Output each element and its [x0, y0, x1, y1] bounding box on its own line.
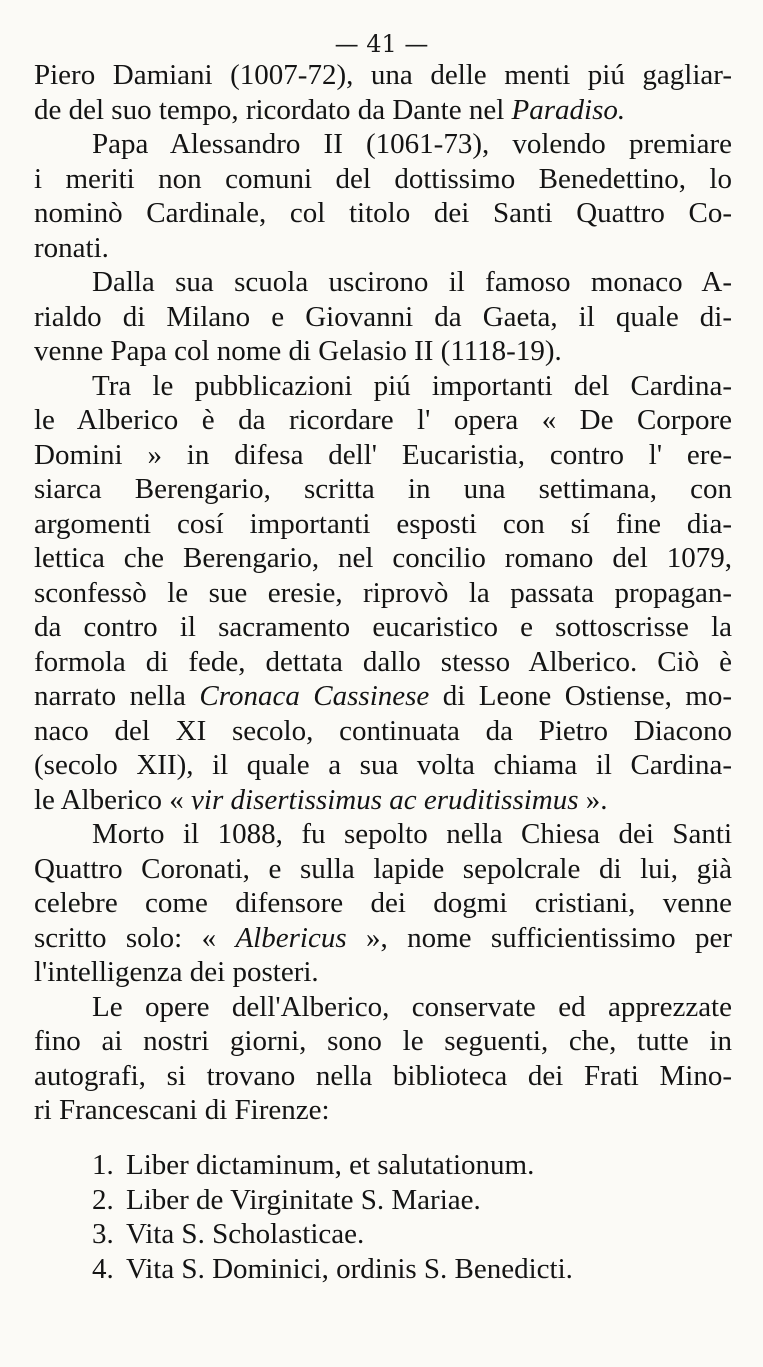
text-line: [34, 93, 732, 128]
list-number: 2.: [92, 1183, 114, 1216]
text-line: [34, 162, 732, 197]
list-text: Liber de Virginitate S. Mariae.: [126, 1183, 481, 1216]
page-number: — 41 —: [334, 30, 429, 58]
text-run: venne Papa col nome di Gelasio II (1118-19).: [34, 335, 562, 367]
text-line: [34, 783, 732, 818]
italic-text-run: Paradiso.: [511, 93, 626, 126]
works-list: [92, 1148, 573, 1286]
text-run: Tra le pubblicazioni piú importanti del Cardina-: [92, 369, 732, 402]
text-line: [34, 438, 732, 473]
text-run: Piero Damiani (1007-72), una delle menti piú gagliar-: [34, 59, 732, 91]
text-run: fino ai nostri giorni, sono le seguenti, che, tutte in: [34, 1025, 732, 1057]
text-run: Morto il 1088, fu sepolto nella Chiesa dei Santi: [92, 818, 732, 850]
text-run: (secolo XII), il quale a sua volta chiama il Cardina-: [34, 749, 732, 781]
text-run: formola di fede, dettata dallo stesso Alberico. Ciò è: [34, 645, 732, 678]
text-run: Domini » in difesa dell' Eucaristia, contro l' ere-: [34, 438, 732, 471]
list-text: Liber dictaminum, et salutationum.: [126, 1149, 535, 1181]
text-line: [34, 196, 732, 231]
list-number: 1.: [92, 1149, 114, 1181]
text-line: [34, 265, 732, 300]
text-run: i meriti non comuni del dottissimo Benedettino, lo: [34, 162, 732, 195]
text-run: le Alberico è da ricordare l' opera « De Corpore: [34, 404, 732, 436]
text-run: ronati.: [34, 231, 109, 264]
text-line: [34, 955, 732, 990]
list-item: [92, 1252, 573, 1287]
text-line: [34, 231, 732, 266]
text-run: naco del XI secolo, continuata da Pietro Diacono: [34, 714, 732, 747]
text-run: le Alberico «: [34, 783, 192, 816]
text-run: sconfessò le sue eresie, riprovò la passata propagan-: [34, 576, 732, 609]
text-run: Dalla sua scuola uscirono il famoso monaco A-: [92, 266, 732, 298]
text-line: [34, 507, 732, 542]
text-run: lettica che Berengario, nel concilio romano del 1079,: [34, 542, 732, 574]
text-run: ri Francescani di Firenze:: [34, 1094, 330, 1126]
text-run: Quattro Coronati, e sulla lapide sepolcrale di lui, già: [34, 852, 732, 885]
text-line: [34, 403, 732, 438]
text-line: [34, 886, 732, 921]
text-line: [34, 58, 732, 93]
text-run: da contro il sacramento eucaristico e sottoscrisse la: [34, 611, 732, 643]
text-run: di Leone Ostiense, mo-: [429, 680, 732, 712]
text-line: [34, 127, 732, 162]
text-run: narrato nella: [34, 680, 200, 712]
text-line: [34, 1024, 732, 1059]
text-line: [34, 300, 732, 335]
list-number: 4.: [92, 1252, 114, 1285]
text-line: [34, 1059, 732, 1094]
list-item: [92, 1183, 573, 1218]
text-line: [34, 714, 732, 749]
text-run: rialdo di Milano e Giovanni da Gaeta, il quale di-: [34, 300, 732, 333]
italic-text-run: vir disertissimus ac eruditissimus: [191, 783, 579, 816]
text-line: [34, 817, 732, 852]
list-item: [92, 1217, 573, 1252]
list-text: Vita S. Dominici, ordinis S. Benedicti.: [126, 1252, 573, 1285]
text-line: [34, 921, 732, 956]
text-line: [34, 334, 732, 369]
list-number: 3.: [92, 1218, 114, 1250]
text-run: celebre come difensore dei dogmi cristiani, venne: [34, 887, 732, 919]
text-line: [34, 645, 732, 680]
text-line: [34, 748, 732, 783]
text-run: de del suo tempo, ricordato da Dante nel: [34, 93, 512, 126]
text-run: », nome sufficientissimo per: [346, 921, 732, 954]
list-item: [92, 1148, 573, 1183]
text-run: Papa Alessandro II (1061-73), volendo premiare: [92, 128, 732, 160]
text-line: [34, 541, 732, 576]
text-line: [34, 472, 732, 507]
text-line: [34, 852, 732, 887]
text-line: [34, 610, 732, 645]
text-run: l'intelligenza dei posteri.: [34, 956, 319, 988]
text-run: nominò Cardinale, col titolo dei Santi Quattro Co-: [34, 197, 732, 229]
text-run: Le opere dell'Alberico, conservate ed apprezzate: [92, 990, 732, 1023]
text-line: [34, 990, 732, 1025]
text-line: [34, 679, 732, 714]
text-line: [34, 369, 732, 404]
text-run: ».: [578, 783, 608, 816]
italic-text-run: Cronaca Cassinese: [199, 680, 430, 712]
text-run: siarca Berengario, scritta in una settimana, con: [34, 473, 732, 505]
italic-text-run: Albericus: [235, 921, 347, 954]
body-text: [34, 58, 732, 1128]
text-line: [34, 576, 732, 611]
text-run: scritto solo: «: [34, 921, 236, 954]
text-run: autografi, si trovano nella biblioteca dei Frati Mino-: [34, 1059, 732, 1092]
text-run: argomenti cosí importanti esposti con sí fine dia-: [34, 507, 732, 540]
text-line: [34, 1093, 732, 1128]
list-text: Vita S. Scholasticae.: [126, 1218, 365, 1250]
